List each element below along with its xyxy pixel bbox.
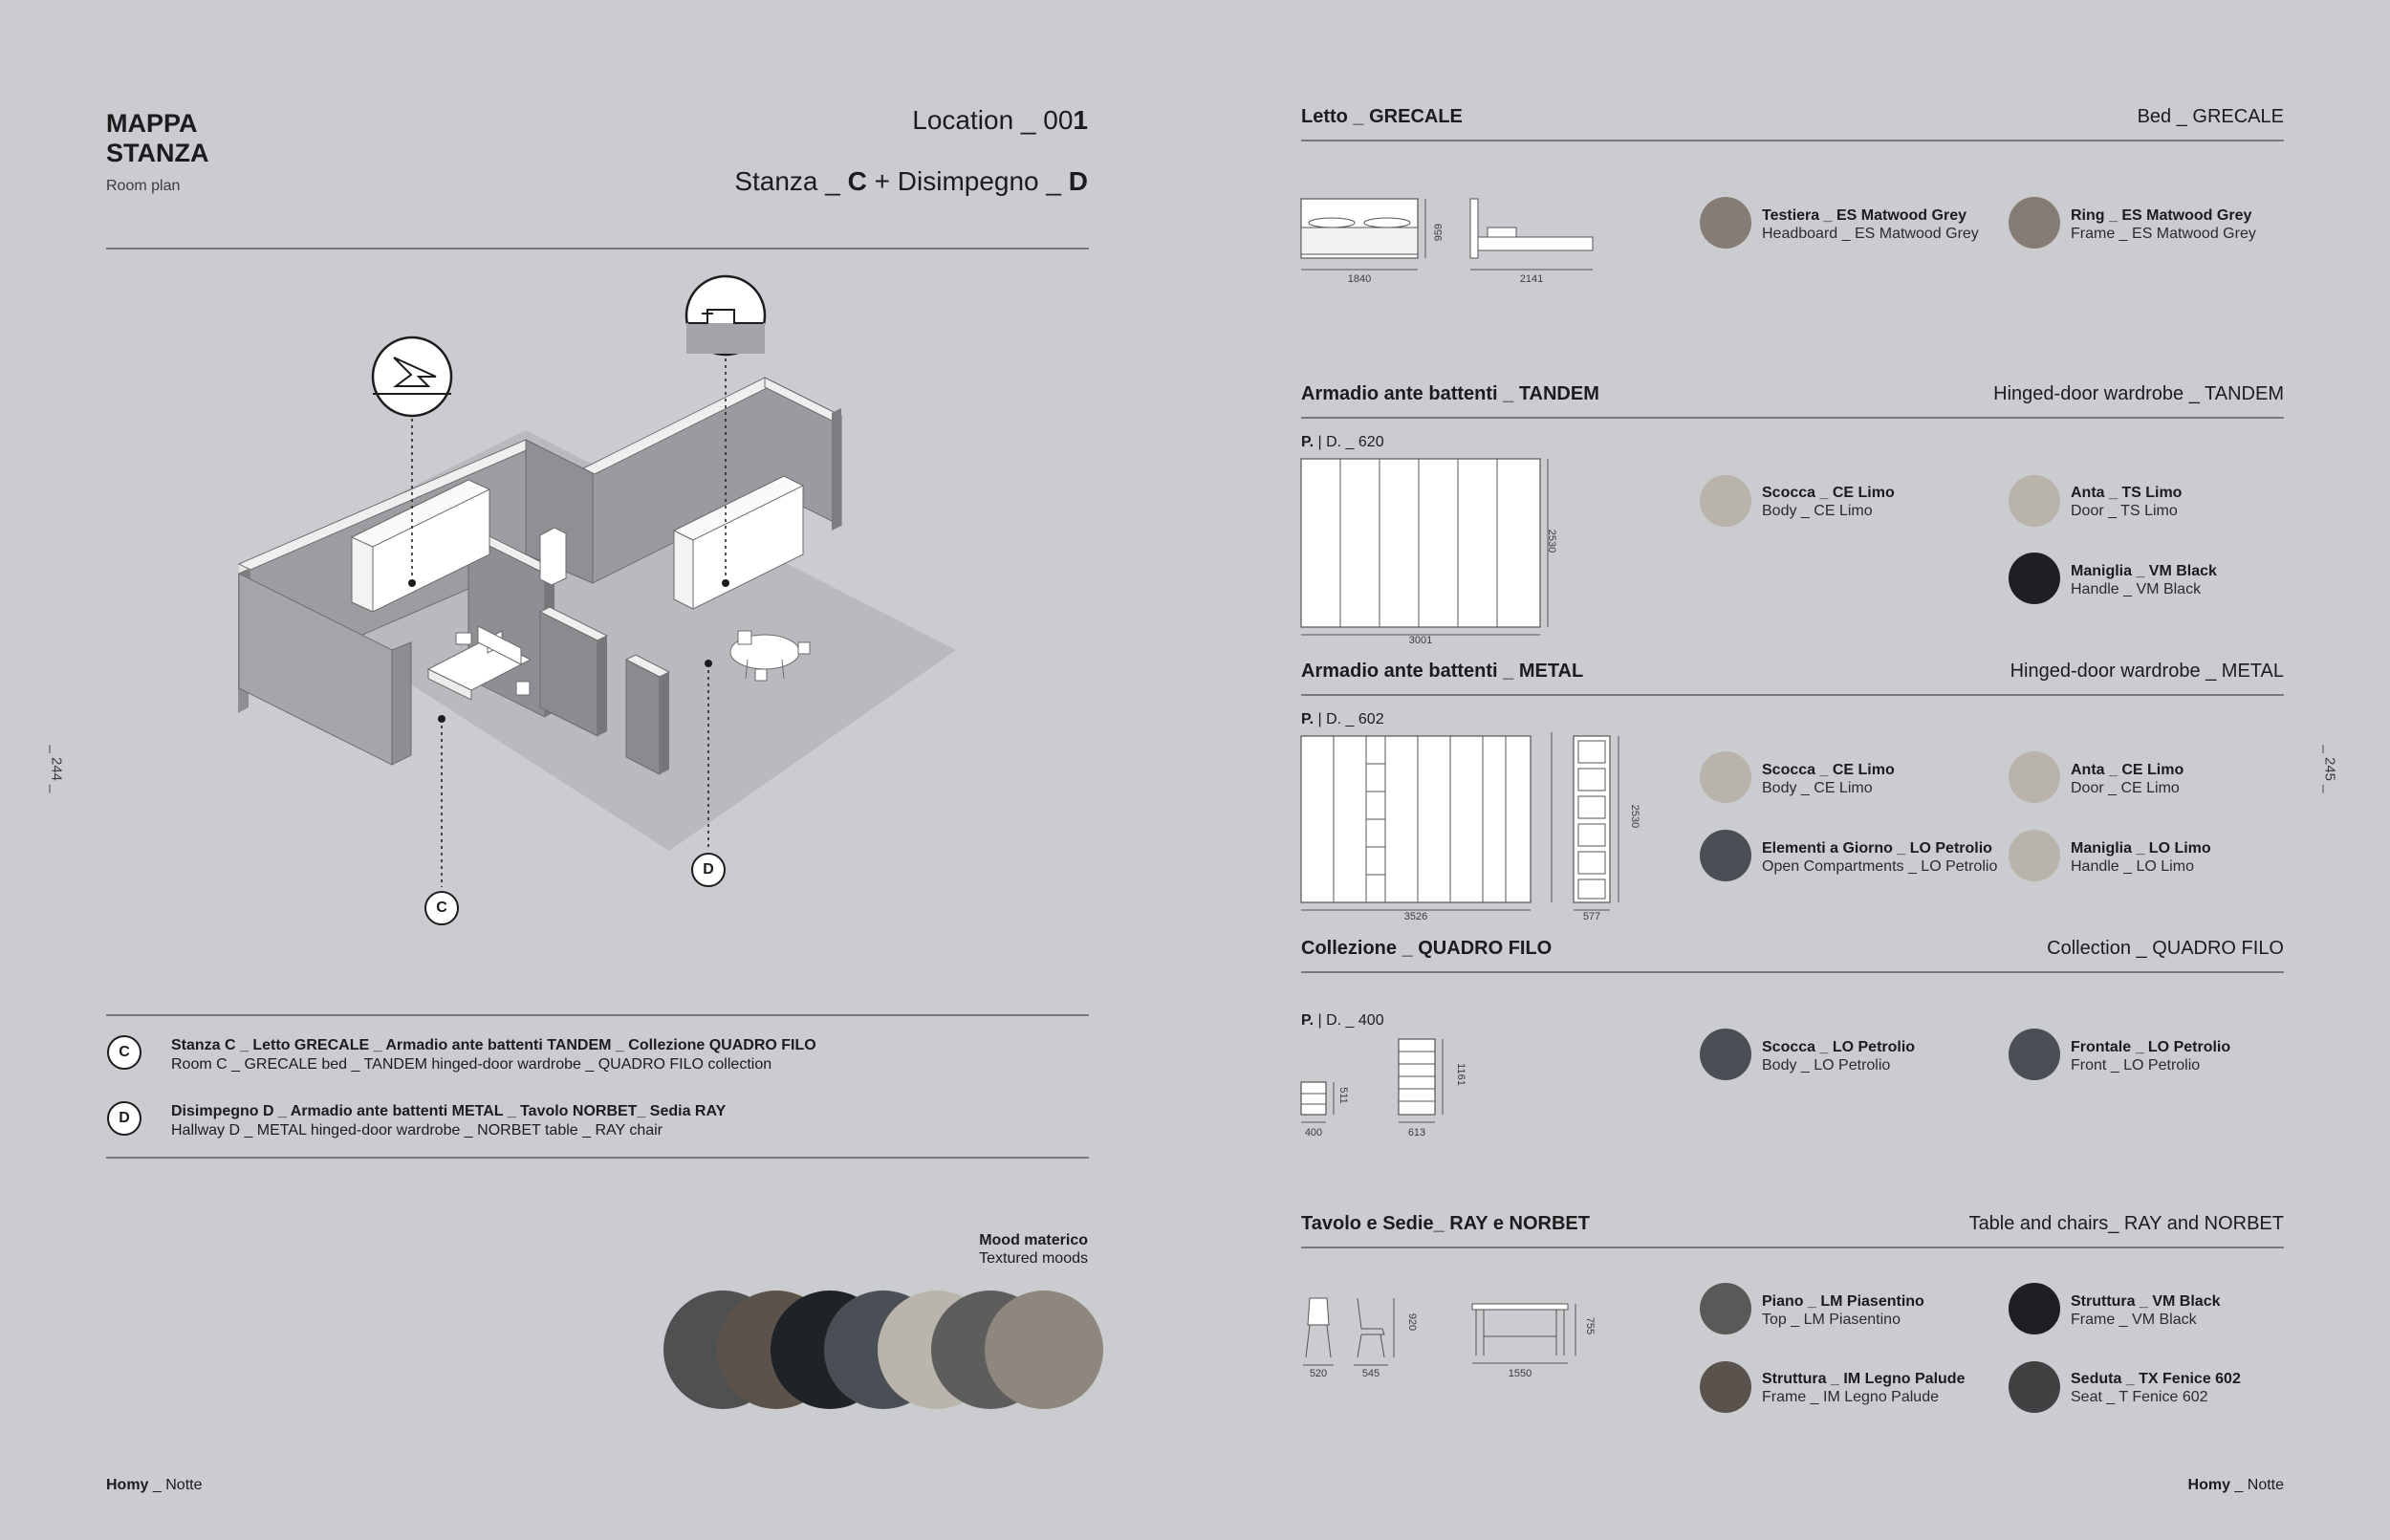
- legend-c-icon: C: [107, 1035, 141, 1070]
- metal-depth: [1301, 711, 1384, 728]
- swatch-table-3-sub: Frame _ IM Legno Palude: [1762, 1389, 1939, 1405]
- stanza-prefix: Stanza _: [734, 166, 848, 196]
- swatch-tandem-3-title: Maniglia _ VM Black: [2071, 563, 2217, 579]
- swatch-tandem-3-sub: Handle _ VM Black: [2071, 581, 2202, 597]
- legend-c-sub: Room C _ GRECALE bed _ TANDEM hinged-door wardrobe _ QUADRO FILO collection: [171, 1056, 772, 1073]
- stanza-c: C: [847, 166, 867, 196]
- swatch-tandem-2-label: [2071, 484, 2182, 520]
- swatch-table-4-sub: Seat _ T Fenice 602: [2071, 1389, 2208, 1405]
- table-width: 1550: [1508, 1368, 1532, 1379]
- swatch-tandem-2-sub: Door _ TS Limo: [2071, 503, 2178, 519]
- metal-depth-label: P.: [1301, 711, 1314, 727]
- swatch-metal-4-sub: Handle _ LO Limo: [2071, 858, 2194, 875]
- swatch-metal-2-label: [2071, 761, 2184, 797]
- swatch-table-1-sub: Top _ LM Piasentino: [1762, 1312, 1901, 1328]
- quadro-depth: [1301, 1012, 1384, 1030]
- quadro-w2: 613: [1407, 1127, 1426, 1139]
- quadro-depth-value: | D. _ 400: [1314, 1012, 1384, 1029]
- legend-item-c: [171, 1036, 816, 1074]
- metal-open-width: 577: [1582, 911, 1601, 922]
- swatch-table-3: [1700, 1361, 1751, 1413]
- swatch-table-1-label: [1762, 1292, 1924, 1329]
- footer-left: [106, 1477, 202, 1494]
- mood-swatch-7: [985, 1291, 1103, 1409]
- divider-legend-bottom: [106, 1157, 1089, 1159]
- stanza-mid: + Disimpegno _: [866, 166, 1069, 196]
- title-line2: STANZA: [106, 139, 209, 167]
- stanza-d: D: [1068, 166, 1088, 196]
- location-text: Location _ 00: [912, 105, 1074, 135]
- door-detail-d-icon: [686, 276, 765, 355]
- quadro-depth-label: P.: [1301, 1012, 1314, 1029]
- swatch-metal-4-title: Maniglia _ LO Limo: [2071, 840, 2211, 857]
- chair-side-width: 545: [1361, 1368, 1380, 1379]
- footer-right-rest: _ Notte: [2229, 1477, 2284, 1493]
- tandem-depth: [1301, 434, 1384, 451]
- swatch-tandem-1: [1700, 475, 1751, 527]
- section-quadro-title: Collezione _ QUADRO FILO: [1301, 938, 1553, 959]
- chair-height: 920: [1406, 1312, 1418, 1332]
- footer-left-rest: _ Notte: [148, 1477, 203, 1493]
- swatch-tandem-2-title: Anta _ TS Limo: [2071, 485, 2183, 501]
- door-detail-c-icon: [373, 337, 451, 416]
- swatch-bed-2-sub: Frame _ ES Matwood Grey: [2071, 226, 2256, 242]
- metal-depth-value: | D. _ 602: [1314, 711, 1384, 727]
- tandem-depth-value: | D. _ 620: [1314, 434, 1384, 450]
- mood-title: Mood materico: [979, 1232, 1088, 1248]
- table-chairs-drawing: [1298, 1291, 1623, 1386]
- legend-d-sub: Hallway D _ METAL hinged-door wardrobe _ NORBET table _ RAY chair: [171, 1122, 663, 1139]
- swatch-table-2-label: [2071, 1292, 2220, 1329]
- chair-front-width: 520: [1309, 1368, 1328, 1379]
- subtitle-room-plan: Room plan: [106, 178, 181, 194]
- swatch-table-1-title: Piano _ LM Piasentino: [1762, 1293, 1924, 1310]
- swatch-metal-2-sub: Door _ CE Limo: [2071, 780, 2180, 796]
- swatch-quadro-2-title: Frontale _ LO Petrolio: [2071, 1039, 2231, 1055]
- swatch-quadro-2-sub: Front _ LO Petrolio: [2071, 1057, 2201, 1074]
- metal-drawing: [1298, 732, 1642, 923]
- divider-tandem: [1301, 417, 2284, 419]
- title-mappa: [106, 109, 209, 168]
- swatch-bed-1: [1700, 197, 1751, 249]
- swatch-tandem-1-title: Scocca _ CE Limo: [1762, 485, 1895, 501]
- bed-width-1840: 1840: [1347, 273, 1372, 285]
- footer-right-brand: Homy: [2187, 1477, 2230, 1493]
- metal-width: 3526: [1403, 911, 1428, 922]
- swatch-bed-1-title: Testiera _ ES Matwood Grey: [1762, 207, 1966, 224]
- tandem-drawing: [1298, 455, 1556, 646]
- swatch-metal-1-sub: Body _ CE Limo: [1762, 780, 1873, 796]
- swatch-bed-1-sub: Headboard _ ES Matwood Grey: [1762, 226, 1979, 242]
- location-label: [912, 105, 1088, 136]
- swatch-bed-1-label: [1762, 206, 1979, 243]
- bed-length-2141: 2141: [1519, 273, 1544, 285]
- title-line1: MAPPA: [106, 109, 198, 138]
- quadro-w1: 400: [1304, 1127, 1323, 1139]
- swatch-metal-1-title: Scocca _ CE Limo: [1762, 762, 1895, 778]
- location-number: 1: [1073, 105, 1088, 135]
- legend-c-title: Stanza C _ Letto GRECALE _ Armadio ante battenti TANDEM _ Collezione QUADRO FILO: [171, 1037, 816, 1053]
- swatch-table-4: [2009, 1361, 2060, 1413]
- swatch-table-1: [1700, 1283, 1751, 1334]
- legend-item-d: [171, 1102, 726, 1140]
- swatch-metal-3: [1700, 830, 1751, 881]
- section-table-title: Tavolo e Sedie_ RAY e NORBET: [1301, 1213, 1590, 1234]
- swatch-tandem-1-sub: Body _ CE Limo: [1762, 503, 1873, 519]
- marker-c-icon: C: [424, 891, 459, 925]
- swatch-quadro-1-sub: Body _ LO Petrolio: [1762, 1057, 1891, 1074]
- swatch-quadro-2-label: [2071, 1038, 2230, 1074]
- swatch-tandem-2: [2009, 475, 2060, 527]
- tandem-height: 2530: [1546, 529, 1557, 553]
- swatch-table-2-title: Struttura _ VM Black: [2071, 1293, 2221, 1310]
- swatch-metal-1-label: [1762, 761, 1895, 797]
- swatch-table-4-title: Seduta _ TX Fenice 602: [2071, 1371, 2241, 1387]
- swatch-bed-2-title: Ring _ ES Matwood Grey: [2071, 207, 2252, 224]
- swatch-metal-3-title: Elementi a Giorno _ LO Petrolio: [1762, 840, 1992, 857]
- divider-legend-top: [106, 1014, 1089, 1016]
- section-metal-title-en: Hinged-door wardrobe _ METAL: [2010, 661, 2284, 682]
- section-tandem-title: Armadio ante battenti _ TANDEM: [1301, 383, 1599, 404]
- divider-metal: [1301, 694, 2284, 696]
- room-plan-illustration: [191, 268, 1004, 956]
- table-height: 755: [1584, 1316, 1596, 1335]
- swatch-quadro-1-title: Scocca _ LO Petrolio: [1762, 1039, 1916, 1055]
- swatch-table-4-label: [2071, 1370, 2241, 1406]
- legend-d-title: Disimpegno D _ Armadio ante battenti METAL _ Tavolo NORBET_ Sedia RAY: [171, 1103, 727, 1119]
- page-number-right: _ 245 _: [2321, 745, 2338, 793]
- divider-quadro: [1301, 971, 2284, 973]
- divider-table: [1301, 1247, 2284, 1248]
- page-number-left: _ 244 _: [48, 745, 65, 793]
- section-bed-title: Letto _ GRECALE: [1301, 106, 1463, 127]
- swatch-tandem-3: [2009, 553, 2060, 604]
- swatch-metal-2: [2009, 751, 2060, 803]
- swatch-metal-3-label: [1762, 839, 1997, 876]
- swatch-metal-4: [2009, 830, 2060, 881]
- swatch-quadro-1: [1700, 1029, 1751, 1080]
- swatch-metal-4-label: [2071, 839, 2211, 876]
- section-quadro-title-en: Collection _ QUADRO FILO: [2047, 938, 2284, 959]
- divider-top-left: [106, 248, 1089, 249]
- swatch-table-2: [2009, 1283, 2060, 1334]
- bed-height-959: 959: [1433, 223, 1445, 242]
- swatch-quadro-2: [2009, 1029, 2060, 1080]
- swatch-tandem-3-label: [2071, 562, 2217, 598]
- legend-d-icon: D: [107, 1101, 141, 1136]
- swatch-tandem-1-label: [1762, 484, 1895, 520]
- swatch-metal-3-sub: Open Compartments _ LO Petrolio: [1762, 858, 1998, 875]
- swatch-table-3-label: [1762, 1370, 1965, 1406]
- section-table-title-en: Table and chairs_ RAY and NORBET: [1968, 1213, 2284, 1234]
- tandem-width: 3001: [1408, 635, 1433, 646]
- swatch-metal-2-title: Anta _ CE Limo: [2071, 762, 2184, 778]
- mood-caption: [979, 1231, 1088, 1268]
- swatch-bed-2-label: [2071, 206, 2256, 243]
- stanza-label: [734, 166, 1088, 197]
- swatch-bed-2: [2009, 197, 2060, 249]
- metal-height: 2530: [1629, 804, 1640, 829]
- marker-d-icon: D: [691, 853, 726, 887]
- swatch-table-3-title: Struttura _ IM Legno Palude: [1762, 1371, 1966, 1387]
- mood-sub: Textured moods: [979, 1250, 1088, 1267]
- footer-right: [2188, 1477, 2284, 1494]
- section-tandem-title-en: Hinged-door wardrobe _ TANDEM: [1993, 383, 2284, 404]
- tandem-depth-label: P.: [1301, 434, 1314, 450]
- section-metal-title: Armadio ante battenti _ METAL: [1301, 661, 1584, 682]
- quadro-h2: 1161: [1455, 1063, 1467, 1086]
- quadro-h1: 511: [1337, 1087, 1349, 1104]
- section-bed-title-en: Bed _ GRECALE: [2137, 106, 2284, 127]
- divider-bed: [1301, 140, 2284, 141]
- swatch-table-2-sub: Frame _ VM Black: [2071, 1312, 2197, 1328]
- footer-left-brand: Homy: [106, 1477, 149, 1493]
- bed-drawing: [1298, 189, 1614, 290]
- swatch-quadro-1-label: [1762, 1038, 1915, 1074]
- swatch-metal-1: [1700, 751, 1751, 803]
